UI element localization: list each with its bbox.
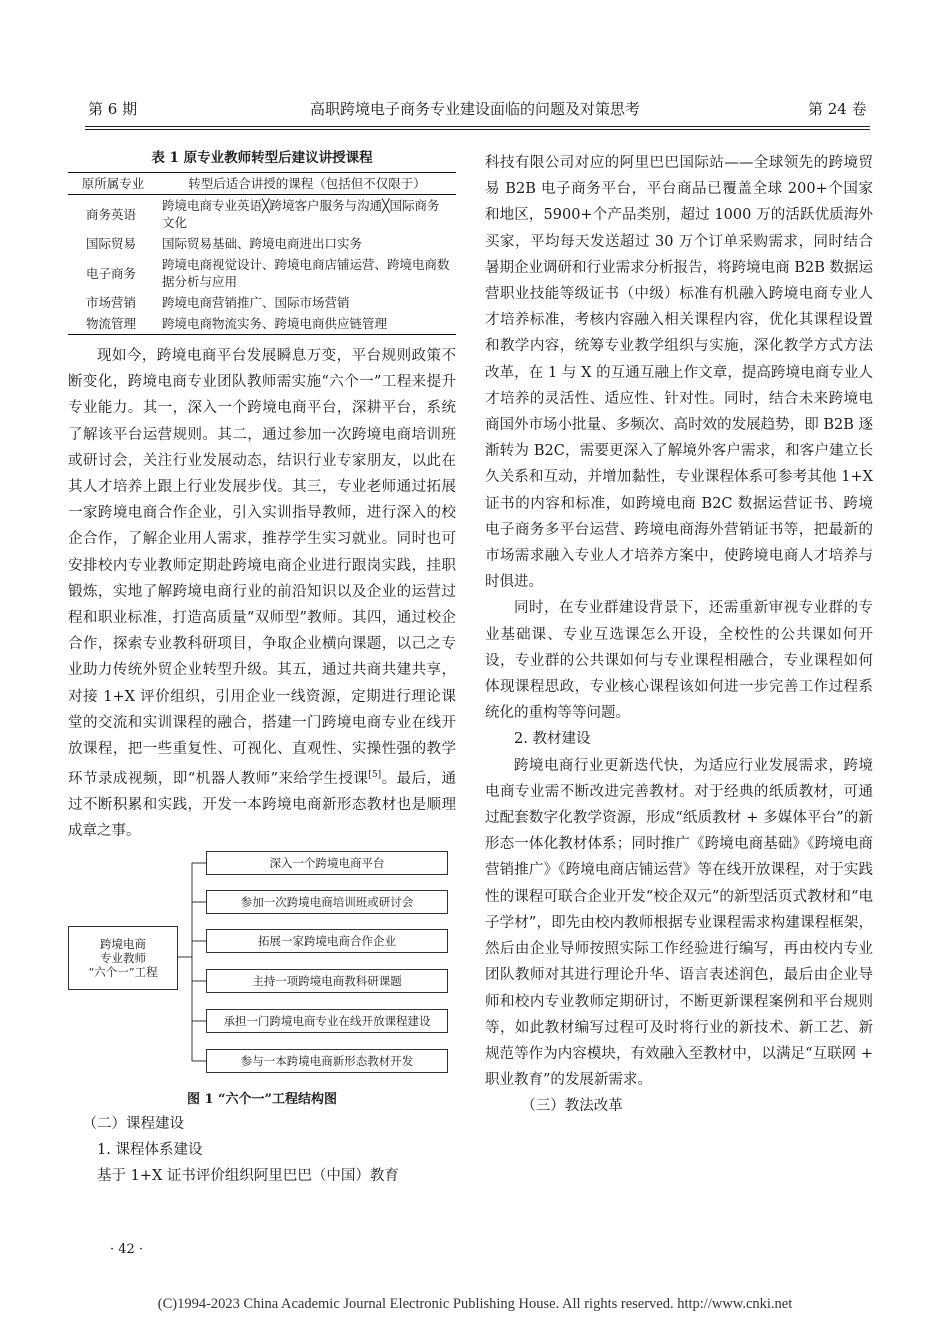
table-cell-courses: 跨境电商营销推广、国际市场营销 bbox=[162, 295, 350, 310]
table-cell-courses: 跨境电商物流实务、跨境电商供应链管理 bbox=[158, 313, 456, 335]
table-cell-courses: 跨境电商专业英语╳跨境客户服务与沟通╳国际商务文化 bbox=[162, 198, 440, 230]
section-heading: （三）教法改革 bbox=[521, 1098, 623, 1115]
header-rule-bottom bbox=[85, 129, 870, 130]
figure-root-box bbox=[68, 926, 178, 990]
figure-node: 主持一项跨境电商教科研课题 bbox=[206, 969, 448, 993]
table-cell-major: 国际贸易 bbox=[85, 236, 136, 251]
figure-root-line: 跨境电商 bbox=[99, 936, 146, 951]
paragraph-text: 同时，在专业群建设背景下，还需重新审视专业群的专业基础课、专业互选课怎么开设，全校性的公共课如何开设，专业群的公共课如何与专业课程相融合，专业课程如何体现课程思政，专业核心课程该如何进一步完善工作过程系统化的重构等等问题。 bbox=[485, 600, 873, 722]
figure-caption: 图 1 “六个一”工程结构图 bbox=[186, 1091, 338, 1107]
figure-node: 参与一本跨境电商新形态教材开发 bbox=[206, 1049, 448, 1073]
paragraph-text: 基于 1+X 证书评价组织阿里巴巴（中国）教育 bbox=[97, 1168, 399, 1185]
table-row bbox=[68, 292, 456, 313]
table-cell-courses: 国际贸易基础、跨境电商进出口实务 bbox=[162, 236, 363, 251]
table-header-cell: 转型后适合讲授的课程（包括但不仅限于） bbox=[158, 173, 456, 195]
table-header-cell: 原所属专业 bbox=[68, 173, 158, 195]
table-cell-major: 市场营销 bbox=[85, 295, 136, 310]
paragraph-text: 跨境电商行业更新迭代快，为适应行业发展需求，跨境电商专业需不断改进完善教材。对于经典的纸质教材，可通过配套数字化教学资源，形成“纸质教材 + 多媒体平台”的新形态一体化教材体系；同时推广《跨境电商基础》《跨境电商营销推广》《跨境电商店铺运营》等在线开放课程，对于实践性的课程可联合企业开发“校企双元”的新型活页式教材和“电子学材”，即先由校内教师根据专业课程需求构建课程框架，然后由企业导师按照实际工作经验进行编写，再由校内专业团队教师对其进行理论升华、语言表述润色，最后由企业导师和校内专业教师定期研讨，不断更新课程案例和平台规则等，如此教材编写过程可及时将行业的新技术、新工艺、新规范等作为内容模块，有效融入至教材中，以满足“互联网 + 职业教育”的发展新需求。 bbox=[485, 757, 873, 1089]
course-table bbox=[68, 172, 456, 335]
right-column bbox=[485, 150, 873, 1120]
figure-node: 拓展一家跨境电商合作企业 bbox=[206, 929, 448, 953]
table-row bbox=[68, 195, 456, 234]
copyright-line: (C)1994-2023 China Academic Journal Electronic Publishing House. All rights reserved. http://www.cnki.net bbox=[157, 1296, 793, 1312]
table-cell-major: 商务英语 bbox=[85, 206, 136, 222]
table-cell-courses: 跨境电商视觉设计、跨境电商店铺运营、跨境电商数据分析与应用 bbox=[162, 257, 450, 289]
header-rule-top bbox=[85, 126, 870, 127]
paragraph-text: 现如今，跨境电商平台发展瞬息万变，平台规则政策不断变化，跨境电商专业团队教师需实施“六个一”工程来提升专业能力。其一，深入一个跨境电商平台，深耕平台，系统了解该平台运营规则。其二，通过参加一次跨境电商培训班或研讨会，关注行业发展动态，结识行业专家朋友，以此在其人才培养上跟上行业发展步伐。其三，专业老师通过拓展一家跨境电商合作企业，引入实训指导教师，进行深入的校企合作，了解企业用人需求，推荐学生实习就业。同时也可安排校内专业教师定期赴跨境电商企业进行跟岗实践，挂职锻炼，实地了解跨境电商行业的前沿知识以及企业的运营过程和职业标准，打造高质量“双师型”教师。其四，通过校企合作，探索专业教科研项目，争取企业横向课题，以己之专业助力传统外贸企业转型升级。其五，通过共商共建共享，对接 1+X 评价组织，引用企业一线资源，定期进行理论课堂的交流和实训课程的融合，搭建一门跨境电商专业在线开放课程，把一些重复性、可视化、直观性、实操性强的教学环节录成视频，即“机器人教师”来给学生授课 bbox=[68, 348, 456, 788]
table-row bbox=[68, 254, 456, 292]
header-title: 高职跨境电子商务专业建设面临的问题及对策思考 bbox=[309, 100, 640, 118]
table-caption: 表 1 原专业教师转型后建议讲授课程 bbox=[151, 150, 373, 166]
table-row bbox=[68, 313, 456, 335]
header-issue: 第 6 期 bbox=[88, 100, 138, 118]
table-cell-major: 电子商务 bbox=[85, 265, 136, 281]
figure-node: 承担一门跨境电商专业在线开放课程建设 bbox=[206, 1009, 448, 1033]
figure-node: 深入一个跨境电商平台 bbox=[206, 851, 448, 875]
paragraph-six-ones bbox=[68, 343, 456, 845]
table-row bbox=[68, 233, 456, 254]
subsection-heading: 1. 课程体系建设 bbox=[97, 1141, 203, 1158]
table-header-row bbox=[68, 173, 456, 195]
figure-root-line: 专业教师 bbox=[99, 950, 146, 965]
figure-node: 参加一次跨境电商培训班或研讨会 bbox=[206, 890, 448, 914]
subsection-heading: 2. 教材建设 bbox=[514, 731, 591, 748]
header-volume: 第 24 卷 bbox=[808, 100, 867, 118]
figure-root-line: “六个一”工程 bbox=[88, 964, 158, 979]
figure-six-ones bbox=[68, 851, 456, 1091]
citation-ref: [5] bbox=[368, 770, 382, 781]
section-heading: （二）课程建设 bbox=[82, 1115, 184, 1132]
left-column bbox=[68, 148, 456, 1189]
table-cell-major: 物流管理 bbox=[68, 313, 158, 335]
paragraph-text: 科技有限公司对应的阿里巴巴国际站——全球领先的跨境贸易 B2B 电子商务平台，平台商品已覆盖全球 200+个国家和地区，5900+个产品类别，超过 1000 万的活跃优质海外买家，平均每天发送超过 30 万个订单采购需求，同时结合暑期企业调研和行业需求分析报告，将跨境电商 B2B 数据运营职业技能等级证书（中级）标准有机融入跨境电商专业人才培养标准，考核内容融入相关课程内容，优化其课程设置和教学内容，统筹专业教学组织与实施，深化教学方式方法改革，在 1 与 X 的互通互融上作文章，提高跨境电商专业人才培养的灵活性、适应性、针对性。同时，结合未来跨境电商国外市场小批量、多频次、高时效的发展趋势，即 B2B 逐渐转为 B2C，需要更深入了解境外客户需求，和客户建立长久关系和互动，并增加黏性，专业课程体系可参考其他 1+X 证书的内容和标准，如跨境电商 B2C 数据运营证书、跨境电子商务多平台运营、跨境电商海外营销证书等，把最新的市场需求融入专业人才培养方案中，使跨境电商人才培养与时俱进。 bbox=[485, 155, 873, 591]
page-number: · 42 · bbox=[110, 1242, 144, 1257]
paragraph-text: 。最后，通过不断积累和实践，开发一本跨境电商新形态教材也是顺理成章之事。 bbox=[68, 771, 456, 840]
